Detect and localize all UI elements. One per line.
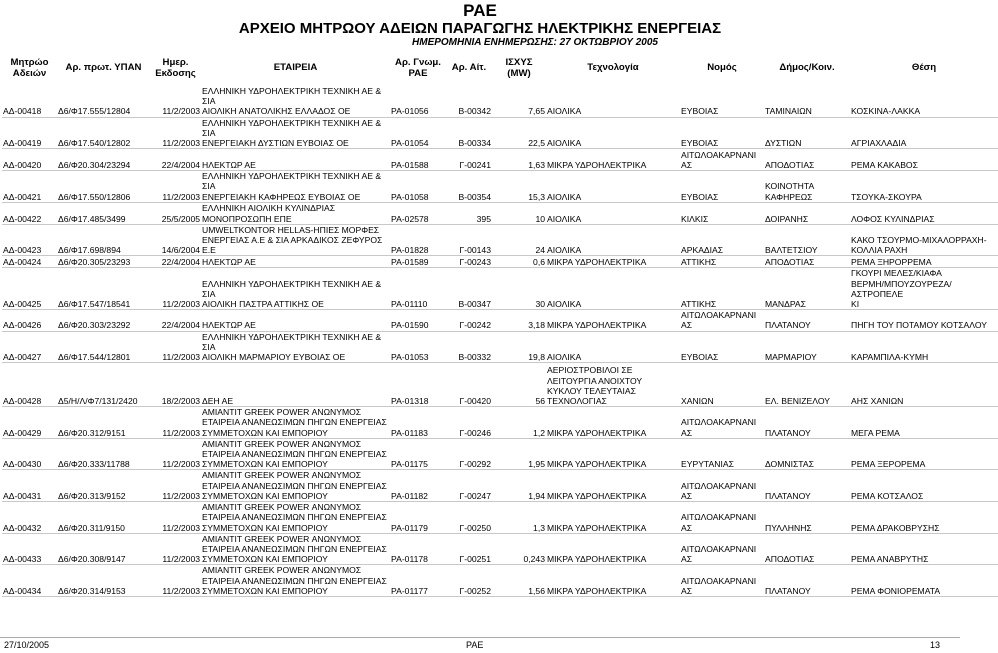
cell-application-number: Γ-00246 (446, 407, 492, 439)
cell-protocol-number: Δ6/Φ17.550/12806 (57, 171, 150, 203)
footer-page-number: 13 (930, 640, 941, 650)
footer-date: 27/10/2005 (4, 640, 50, 650)
cell-protocol-number: Δ6/Φ20.313/9152 (57, 470, 150, 502)
cell-location: ΠΗΓΗ ΤΟΥ ΠΟΤΑΜΟΥ ΚΟΤΣΑΛΟΥ (850, 310, 998, 331)
cell-protocol-number: Δ6/Φ20.312/9151 (57, 407, 150, 439)
table-row (2, 117, 998, 149)
cell-technology: ΜΙΚΡΑ ΥΔΡΟΗΛΕΚΤΡΙΚΑ (546, 256, 680, 268)
cell-location: ΡΕΜΑ ΔΡΑΚΟΒΡΥΣΗΣ (850, 502, 998, 534)
cell-protocol-number: Δ5/Η/Λ/Φ7/131/2420 (57, 363, 150, 407)
cell-municipality: ΑΠΟΔΟΤΙΑΣ (764, 533, 850, 565)
cell-issue-date: 11/2/2003 (150, 407, 201, 439)
cell-capacity-mw: 1,3 (492, 502, 546, 534)
cell-technology: ΑΙΟΛΙΚΑ (546, 224, 680, 256)
cell-application-number: Γ-00247 (446, 470, 492, 502)
cell-municipality: ΠΛΑΤΑΝΟΥ (764, 310, 850, 331)
cell-prefecture: ΕΥΒΟΙΑΣ (680, 86, 764, 117)
cell-prefecture: ΕΥΒΟΙΑΣ (680, 331, 764, 363)
cell-issue-date: 11/2/2003 (150, 533, 201, 565)
cell-registry-id: ΑΔ-00432 (2, 502, 57, 534)
cell-registry-id: ΑΔ-00428 (2, 363, 57, 407)
cell-municipality: ΠΛΑΤΑΝΟΥ (764, 470, 850, 502)
col-header-location: Θέση (850, 49, 998, 86)
cell-registry-id: ΑΔ-00430 (2, 438, 57, 470)
cell-location: ΛΟΦΟΣ ΚΥΛΙΝΔΡΙΑΣ (850, 202, 998, 224)
cell-technology: ΜΙΚΡΑ ΥΔΡΟΗΛΕΚΤΡΙΚΑ (546, 470, 680, 502)
cell-registry-id: ΑΔ-00434 (2, 565, 57, 597)
cell-company-name: ΑΜΙΑΝΤΙΤ GREEK POWER ΑΝΩΝΥΜΟΣ ΕΤΑΙΡΕΙΑ ΑΝΑΝΕΩΣΙΜΩΝ ΠΗΓΩΝ ΕΝΕΡΓΕΙΑΣ ΣΥΜΜΕΤΟΧΩΝ ΚΑΙ ΕΜΠΟΡΙΟΥ (201, 407, 390, 439)
cell-application-number: Β-00347 (446, 268, 492, 310)
table-row (2, 363, 998, 407)
table-row (2, 565, 998, 597)
cell-registry-id: ΑΔ-00427 (2, 331, 57, 363)
cell-protocol-number: Δ6/Φ17.544/12801 (57, 331, 150, 363)
cell-company-name: ΗΛΕΚΤΩΡ ΑΕ (201, 149, 390, 171)
cell-technology: ΑΙΟΛΙΚΑ (546, 202, 680, 224)
cell-issue-date: 11/2/2003 (150, 117, 201, 149)
table-row (2, 533, 998, 565)
cell-application-number: Γ-00250 (446, 502, 492, 534)
cell-issue-date: 11/2/2003 (150, 171, 201, 203)
cell-application-number: Γ-00243 (446, 256, 492, 268)
cell-prefecture: ΑΤΤΙΚΗΣ (680, 268, 764, 310)
cell-prefecture: ΧΑΝΙΩΝ (680, 363, 764, 407)
table-row (2, 268, 998, 310)
cell-municipality: ΚΟΙΝΟΤΗΤΑ ΚΑΦΗΡΕΩΣ (764, 171, 850, 203)
cell-company-name: ΑΜΙΑΝΤΙΤ GREEK POWER ΑΝΩΝΥΜΟΣ ΕΤΑΙΡΕΙΑ ΑΝΑΝΕΩΣΙΜΩΝ ΠΗΓΩΝ ΕΝΕΡΓΕΙΑΣ ΣΥΜΜΕΤΟΧΩΝ ΚΑΙ ΕΜΠΟΡΙΟΥ (201, 502, 390, 534)
cell-opinion-number: ΡΑ-01318 (390, 363, 446, 407)
cell-registry-id: ΑΔ-00425 (2, 268, 57, 310)
cell-registry-id: ΑΔ-00429 (2, 407, 57, 439)
cell-prefecture: ΑΙΤΩΛΟΑΚΑΡΝΑΝΙ ΑΣ (680, 533, 764, 565)
col-header-opinion: Αρ. Γνωμ. ΡΑΕ (390, 49, 446, 86)
cell-technology: ΑΙΟΛΙΚΑ (546, 331, 680, 363)
cell-location: ΤΣΟΥΚΑ-ΣΚΟΥΡΑ (850, 171, 998, 203)
cell-opinion-number: ΡΑ-02578 (390, 202, 446, 224)
cell-issue-date: 11/2/2003 (150, 331, 201, 363)
cell-technology: ΜΙΚΡΑ ΥΔΡΟΗΛΕΚΤΡΙΚΑ (546, 438, 680, 470)
table-row (2, 202, 998, 224)
cell-location: ΡΕΜΑ ΚΑΚΑΒΟΣ (850, 149, 998, 171)
cell-capacity-mw: 1,2 (492, 407, 546, 439)
cell-company-name: ΑΜΙΑΝΤΙΤ GREEK POWER ΑΝΩΝΥΜΟΣ ΕΤΑΙΡΕΙΑ ΑΝΑΝΕΩΣΙΜΩΝ ΠΗΓΩΝ ΕΝΕΡΓΕΙΑΣ ΣΥΜΜΕΤΟΧΩΝ ΚΑΙ ΕΜΠΟΡΙΟΥ (201, 438, 390, 470)
cell-technology: ΑΙΟΛΙΚΑ (546, 171, 680, 203)
cell-protocol-number: Δ6/Φ17.540/12802 (57, 117, 150, 149)
cell-company-name: ΕΛΛΗΝΙΚΗ ΥΔΡΟΗΛΕΚΤΡΙΚΗ ΤΕΧΝΙΚΗ ΑΕ & ΣΙΑ ΑΙΟΛΙΚΗ ΠΑΣΤΡΑ ΑΤΤΙΚΗΣ ΟΕ (201, 268, 390, 310)
table-row (2, 149, 998, 171)
cell-technology: ΑΙΟΛΙΚΑ (546, 268, 680, 310)
cell-protocol-number: Δ6/Φ20.305/23293 (57, 256, 150, 268)
cell-capacity-mw: 15,3 (492, 171, 546, 203)
cell-municipality: ΕΛ. ΒΕΝΙΖΕΛΟΥ (764, 363, 850, 407)
cell-municipality: ΑΠΟΔΟΤΙΑΣ (764, 256, 850, 268)
cell-capacity-mw: 1,94 (492, 470, 546, 502)
cell-prefecture: ΚΙΛΚΙΣ (680, 202, 764, 224)
cell-application-number: Γ-00251 (446, 533, 492, 565)
cell-municipality: ΒΑΛΤΕΤΣΙΟΥ (764, 224, 850, 256)
cell-registry-id: ΑΔ-00421 (2, 171, 57, 203)
cell-technology: ΑΙΟΛΙΚΑ (546, 117, 680, 149)
cell-issue-date: 11/2/2003 (150, 86, 201, 117)
cell-company-name: ΕΛΛΗΝΙΚΗ ΥΔΡΟΗΛΕΚΤΡΙΚΗ ΤΕΧΝΙΚΗ ΑΕ & ΣΙΑ ΕΝΕΡΓΕΙΑΚΗ ΚΑΦΗΡΕΩΣ ΕΥΒΟΙΑΣ ΟΕ (201, 171, 390, 203)
cell-technology: ΜΙΚΡΑ ΥΔΡΟΗΛΕΚΤΡΙΚΑ (546, 502, 680, 534)
cell-opinion-number: ΡΑ-01058 (390, 171, 446, 203)
cell-issue-date: 11/2/2003 (150, 470, 201, 502)
cell-registry-id: ΑΔ-00431 (2, 470, 57, 502)
cell-company-name: ΔΕΗ ΑΕ (201, 363, 390, 407)
cell-issue-date: 22/4/2004 (150, 149, 201, 171)
cell-capacity-mw: 7,65 (492, 86, 546, 117)
cell-opinion-number: ΡΑ-01177 (390, 565, 446, 597)
cell-capacity-mw: 10 (492, 202, 546, 224)
table-row (2, 407, 998, 439)
cell-application-number: 395 (446, 202, 492, 224)
table-header-row (2, 49, 998, 86)
cell-location: ΡΕΜΑ ΞΗΡΟΡΡΕΜΑ (850, 256, 998, 268)
cell-prefecture: ΑΙΤΩΛΟΑΚΑΡΝΑΝΙ ΑΣ (680, 470, 764, 502)
cell-company-name: ΕΛΛΗΝΙΚΗ ΥΔΡΟΗΛΕΚΤΡΙΚΗ ΤΕΧΝΙΚΗ ΑΕ & ΣΙΑ ΑΙΟΛΙΚΗ ΜΑΡΜΑΡΙΟΥ ΕΥΒΟΙΑΣ ΟΕ (201, 331, 390, 363)
cell-location: ΑΗΣ ΧΑΝΙΩΝ (850, 363, 998, 407)
cell-company-name: ΗΛΕΚΤΩΡ ΑΕ (201, 310, 390, 331)
col-header-technology: Τεχνολογία (546, 49, 680, 86)
cell-application-number: Γ-00242 (446, 310, 492, 331)
cell-prefecture: ΑΤΤΙΚΗΣ (680, 256, 764, 268)
col-header-municipality: Δήμος/Κοιν. (764, 49, 850, 86)
cell-prefecture: ΑΡΚΑΔΙΑΣ (680, 224, 764, 256)
cell-issue-date: 11/2/2003 (150, 438, 201, 470)
cell-application-number: Γ-00292 (446, 438, 492, 470)
cell-capacity-mw: 1,95 (492, 438, 546, 470)
cell-opinion-number: ΡΑ-01183 (390, 407, 446, 439)
col-header-prefecture: Νομός (680, 49, 764, 86)
cell-location: ΚΟΣΚΙΝΑ-ΛΑΚΚΑ (850, 86, 998, 117)
cell-registry-id: ΑΔ-00418 (2, 86, 57, 117)
cell-application-number: Β-00332 (446, 331, 492, 363)
cell-location: ΚΑΡΑΜΠΙΛΑ-ΚΥΜΗ (850, 331, 998, 363)
cell-opinion-number: ΡΑ-01179 (390, 502, 446, 534)
cell-capacity-mw: 0,6 (492, 256, 546, 268)
col-header-issue-date: Ημερ. Εκδοσης (150, 49, 201, 86)
cell-company-name: ΕΛΛΗΝΙΚΗ ΑΙΟΛΙΚΗ ΚΥΛΙΝΔΡΙΑΣ ΜΟΝΟΠΡΟΣΩΠΗ ΕΠΕ (201, 202, 390, 224)
update-date-line: ΗΜΕΡΟΜΗΝΙΑ ΕΝΗΜΕΡΩΣΗΣ: 27 ΟΚΤΩΒΡΙΟΥ 2005 (412, 37, 658, 48)
cell-prefecture: ΕΥΒΟΙΑΣ (680, 117, 764, 149)
cell-issue-date: 14/6/2004 (150, 224, 201, 256)
document-title: ΡΑΕ (463, 1, 497, 20)
page-footer (0, 637, 960, 650)
cell-registry-id: ΑΔ-00423 (2, 224, 57, 256)
cell-application-number: Β-00342 (446, 86, 492, 117)
cell-company-name: ΗΛΕΚΤΩΡ ΑΕ (201, 256, 390, 268)
cell-opinion-number: ΡΑ-01589 (390, 256, 446, 268)
cell-opinion-number: ΡΑ-01175 (390, 438, 446, 470)
cell-application-number: Β-00354 (446, 171, 492, 203)
cell-municipality: ΠΛΑΤΑΝΟΥ (764, 407, 850, 439)
cell-technology: ΑΙΟΛΙΚΑ (546, 86, 680, 117)
cell-company-name: ΑΜΙΑΝΤΙΤ GREEK POWER ΑΝΩΝΥΜΟΣ ΕΤΑΙΡΕΙΑ ΑΝΑΝΕΩΣΙΜΩΝ ΠΗΓΩΝ ΕΝΕΡΓΕΙΑΣ ΣΥΜΜΕΤΟΧΩΝ ΚΑΙ ΕΜΠΟΡΙΟΥ (201, 565, 390, 597)
cell-company-name: ΑΜΙΑΝΤΙΤ GREEK POWER ΑΝΩΝΥΜΟΣ ΕΤΑΙΡΕΙΑ ΑΝΑΝΕΩΣΙΜΩΝ ΠΗΓΩΝ ΕΝΕΡΓΕΙΑΣ ΣΥΜΜΕΤΟΧΩΝ ΚΑΙ ΕΜΠΟΡΙΟΥ (201, 533, 390, 565)
cell-protocol-number: Δ6/Φ20.304/23294 (57, 149, 150, 171)
cell-capacity-mw: 19,8 (492, 331, 546, 363)
table-row (2, 502, 998, 534)
cell-municipality: ΜΑΝΔΡΑΣ (764, 268, 850, 310)
cell-protocol-number: Δ6/Φ20.333/11788 (57, 438, 150, 470)
table-row (2, 224, 998, 256)
cell-issue-date: 11/2/2003 (150, 502, 201, 534)
cell-opinion-number: ΡΑ-01054 (390, 117, 446, 149)
cell-technology: ΑΕΡΙΟΣΤΡΟΒΙΛΟΙ ΣΕ ΛΕΙΤΟΥΡΓΙΑ ΑΝΟΙΧΤΟΥ ΚΥΚΛΟΥ ΤΕΛΕΥΤΑΙΑΣ ΤΕΧΝΟΛΟΓΙΑΣ (546, 363, 680, 407)
cell-capacity-mw: 56 (492, 363, 546, 407)
table-row (2, 331, 998, 363)
cell-protocol-number: Δ6/Φ17.485/3499 (57, 202, 150, 224)
cell-prefecture: ΑΙΤΩΛΟΑΚΑΡΝΑΝΙ ΑΣ (680, 565, 764, 597)
cell-capacity-mw: 30 (492, 268, 546, 310)
document-header (0, 0, 960, 49)
cell-opinion-number: ΡΑ-01588 (390, 149, 446, 171)
cell-technology: ΜΙΚΡΑ ΥΔΡΟΗΛΕΚΤΡΙΚΑ (546, 310, 680, 331)
cell-municipality: ΑΠΟΔΟΤΙΑΣ (764, 149, 850, 171)
col-header-capacity: ΙΣΧΥΣ (MW) (492, 49, 546, 86)
cell-location: ΡΕΜΑ ΑΝΑΒΡΥΤΗΣ (850, 533, 998, 565)
cell-issue-date: 11/2/2003 (150, 268, 201, 310)
cell-location: ΡΕΜΑ ΚΟΤΣΑΛΟΣ (850, 470, 998, 502)
cell-municipality: ΜΑΡΜΑΡΙΟΥ (764, 331, 850, 363)
cell-location: ΡΕΜΑ ΦΟΝΙΟΡΕΜΑΤΑ (850, 565, 998, 597)
cell-opinion-number: ΡΑ-01590 (390, 310, 446, 331)
col-header-protocol: Αρ. πρωτ. ΥΠΑΝ (57, 49, 150, 86)
cell-issue-date: 18/2/2003 (150, 363, 201, 407)
cell-application-number: Β-00334 (446, 117, 492, 149)
cell-municipality: ΠΛΑΤΑΝΟΥ (764, 565, 850, 597)
table-row (2, 438, 998, 470)
cell-capacity-mw: 1,56 (492, 565, 546, 597)
cell-municipality: ΔΥΣΤΙΩΝ (764, 117, 850, 149)
cell-registry-id: ΑΔ-00426 (2, 310, 57, 331)
cell-municipality: ΠΥΛΛΗΝΗΣ (764, 502, 850, 534)
cell-opinion-number: ΡΑ-01182 (390, 470, 446, 502)
cell-application-number: Γ-00252 (446, 565, 492, 597)
cell-prefecture: ΑΙΤΩΛΟΑΚΑΡΝΑΝΙ ΑΣ (680, 407, 764, 439)
cell-location: ΜΕΓΑ ΡΕΜΑ (850, 407, 998, 439)
cell-issue-date: 22/4/2004 (150, 310, 201, 331)
cell-registry-id: ΑΔ-00422 (2, 202, 57, 224)
cell-company-name: ΕΛΛΗΝΙΚΗ ΥΔΡΟΗΛΕΚΤΡΙΚΗ ΤΕΧΝΙΚΗ ΑΕ & ΣΙΑ ΑΙΟΛΙΚΗ ΑΝΑΤΟΛΙΚΗΣ ΕΛΛΑΔΟΣ ΟΕ (201, 86, 390, 117)
cell-protocol-number: Δ6/Φ20.314/9153 (57, 565, 150, 597)
cell-protocol-number: Δ6/Φ20.308/9147 (57, 533, 150, 565)
cell-protocol-number: Δ6/Φ20.311/9150 (57, 502, 150, 534)
cell-location: ΑΓΡΙΑΧΛΑΔΙΑ (850, 117, 998, 149)
cell-municipality: ΔΟΙΡΑΝΗΣ (764, 202, 850, 224)
cell-opinion-number: ΡΑ-01053 (390, 331, 446, 363)
cell-protocol-number: Δ6/Φ17.547/18541 (57, 268, 150, 310)
cell-municipality: ΤΑΜΙΝΑΙΩΝ (764, 86, 850, 117)
licenses-table (2, 49, 998, 597)
cell-prefecture: ΑΙΤΩΛΟΑΚΑΡΝΑΝΙ ΑΣ (680, 149, 764, 171)
cell-registry-id: ΑΔ-00424 (2, 256, 57, 268)
cell-prefecture: ΑΙΤΩΛΟΑΚΑΡΝΑΝΙ ΑΣ (680, 502, 764, 534)
cell-location: ΓΚΟΥΡΙ ΜΕΛΕΣ/ΚΙΑΦΑ ΒΕΡΜΗ/ΜΠΟΥΖΟΥΡΕΖΑ/ΑΣΤΡΟΠΕΛΕ ΚΙ (850, 268, 998, 310)
cell-issue-date: 22/4/2004 (150, 256, 201, 268)
cell-registry-id: ΑΔ-00419 (2, 117, 57, 149)
cell-application-number: Γ-00143 (446, 224, 492, 256)
cell-location: ΚΑΚΟ ΤΣΟΥΡΜΟ-ΜΙΧΑΛΟΡΡΑΧΗ- ΚΟΛΛΙΑ ΡΑΧΗ (850, 224, 998, 256)
cell-application-number: Γ-00241 (446, 149, 492, 171)
cell-company-name: ΑΜΙΑΝΤΙΤ GREEK POWER ΑΝΩΝΥΜΟΣ ΕΤΑΙΡΕΙΑ ΑΝΑΝΕΩΣΙΜΩΝ ΠΗΓΩΝ ΕΝΕΡΓΕΙΑΣ ΣΥΜΜΕΤΟΧΩΝ ΚΑΙ ΕΜΠΟΡΙΟΥ (201, 470, 390, 502)
cell-technology: ΜΙΚΡΑ ΥΔΡΟΗΛΕΚΤΡΙΚΑ (546, 407, 680, 439)
cell-prefecture: ΑΙΤΩΛΟΑΚΑΡΝΑΝΙ ΑΣ (680, 310, 764, 331)
table-row (2, 310, 998, 331)
document-subtitle: ΑΡΧΕΙΟ ΜΗΤΡΩΟΥ ΑΔΕΙΩΝ ΠΑΡΑΓΩΓΗΣ ΗΛΕΚΤΡΙΚΗΣ ΕΝΕΡΓΕΙΑΣ (238, 20, 722, 37)
cell-application-number: Γ-00420 (446, 363, 492, 407)
cell-capacity-mw: 22,5 (492, 117, 546, 149)
cell-company-name: UMWELTKONTOR HELLAS-ΗΠΙΕΣ ΜΟΡΦΕΣ ΕΝΕΡΓΕΙΑΣ Α.Ε & ΣΙΑ ΑΡΚΑΔΙΚΟΣ ΖΕΦΥΡΟΣ Ε.Ε (201, 224, 390, 256)
cell-protocol-number: Δ6/Φ17.698/894 (57, 224, 150, 256)
cell-registry-id: ΑΔ-00433 (2, 533, 57, 565)
cell-prefecture: ΕΥΒΟΙΑΣ (680, 171, 764, 203)
cell-capacity-mw: 3,18 (492, 310, 546, 331)
cell-opinion-number: ΡΑ-01178 (390, 533, 446, 565)
col-header-application: Αρ. Αίτ. (446, 49, 492, 86)
cell-opinion-number: ΡΑ-01056 (390, 86, 446, 117)
cell-capacity-mw: 24 (492, 224, 546, 256)
col-header-company: ΕΤΑΙΡΕΙΑ (201, 49, 390, 86)
col-header-registry: Μητρώο Αδειών (2, 49, 57, 86)
table-row (2, 256, 998, 268)
table-row (2, 86, 998, 117)
table-row (2, 171, 998, 203)
cell-registry-id: ΑΔ-00420 (2, 149, 57, 171)
cell-technology: ΜΙΚΡΑ ΥΔΡΟΗΛΕΚΤΡΙΚΑ (546, 533, 680, 565)
cell-capacity-mw: 1,63 (492, 149, 546, 171)
cell-issue-date: 25/5/2005 (150, 202, 201, 224)
cell-technology: ΜΙΚΡΑ ΥΔΡΟΗΛΕΚΤΡΙΚΑ (546, 565, 680, 597)
cell-issue-date: 11/2/2003 (150, 565, 201, 597)
cell-capacity-mw: 0,243 (492, 533, 546, 565)
cell-opinion-number: ΡΑ-01828 (390, 224, 446, 256)
cell-municipality: ΔΟΜΝΙΣΤΑΣ (764, 438, 850, 470)
cell-protocol-number: Δ6/Φ20.303/23292 (57, 310, 150, 331)
cell-prefecture: ΕΥΡΥΤΑΝΙΑΣ (680, 438, 764, 470)
cell-technology: ΜΙΚΡΑ ΥΔΡΟΗΛΕΚΤΡΙΚΑ (546, 149, 680, 171)
cell-protocol-number: Δ6/Φ17.555/12804 (57, 86, 150, 117)
cell-company-name: ΕΛΛΗΝΙΚΗ ΥΔΡΟΗΛΕΚΤΡΙΚΗ ΤΕΧΝΙΚΗ ΑΕ & ΣΙΑ ΕΝΕΡΓΕΙΑΚΗ ΔΥΣΤΙΩΝ ΕΥΒΟΙΑΣ ΟΕ (201, 117, 390, 149)
footer-center: ΡΑΕ (466, 640, 484, 650)
cell-opinion-number: ΡΑ-01110 (390, 268, 446, 310)
table-row (2, 470, 998, 502)
cell-location: ΡΕΜΑ ΞΕΡΟΡΕΜΑ (850, 438, 998, 470)
